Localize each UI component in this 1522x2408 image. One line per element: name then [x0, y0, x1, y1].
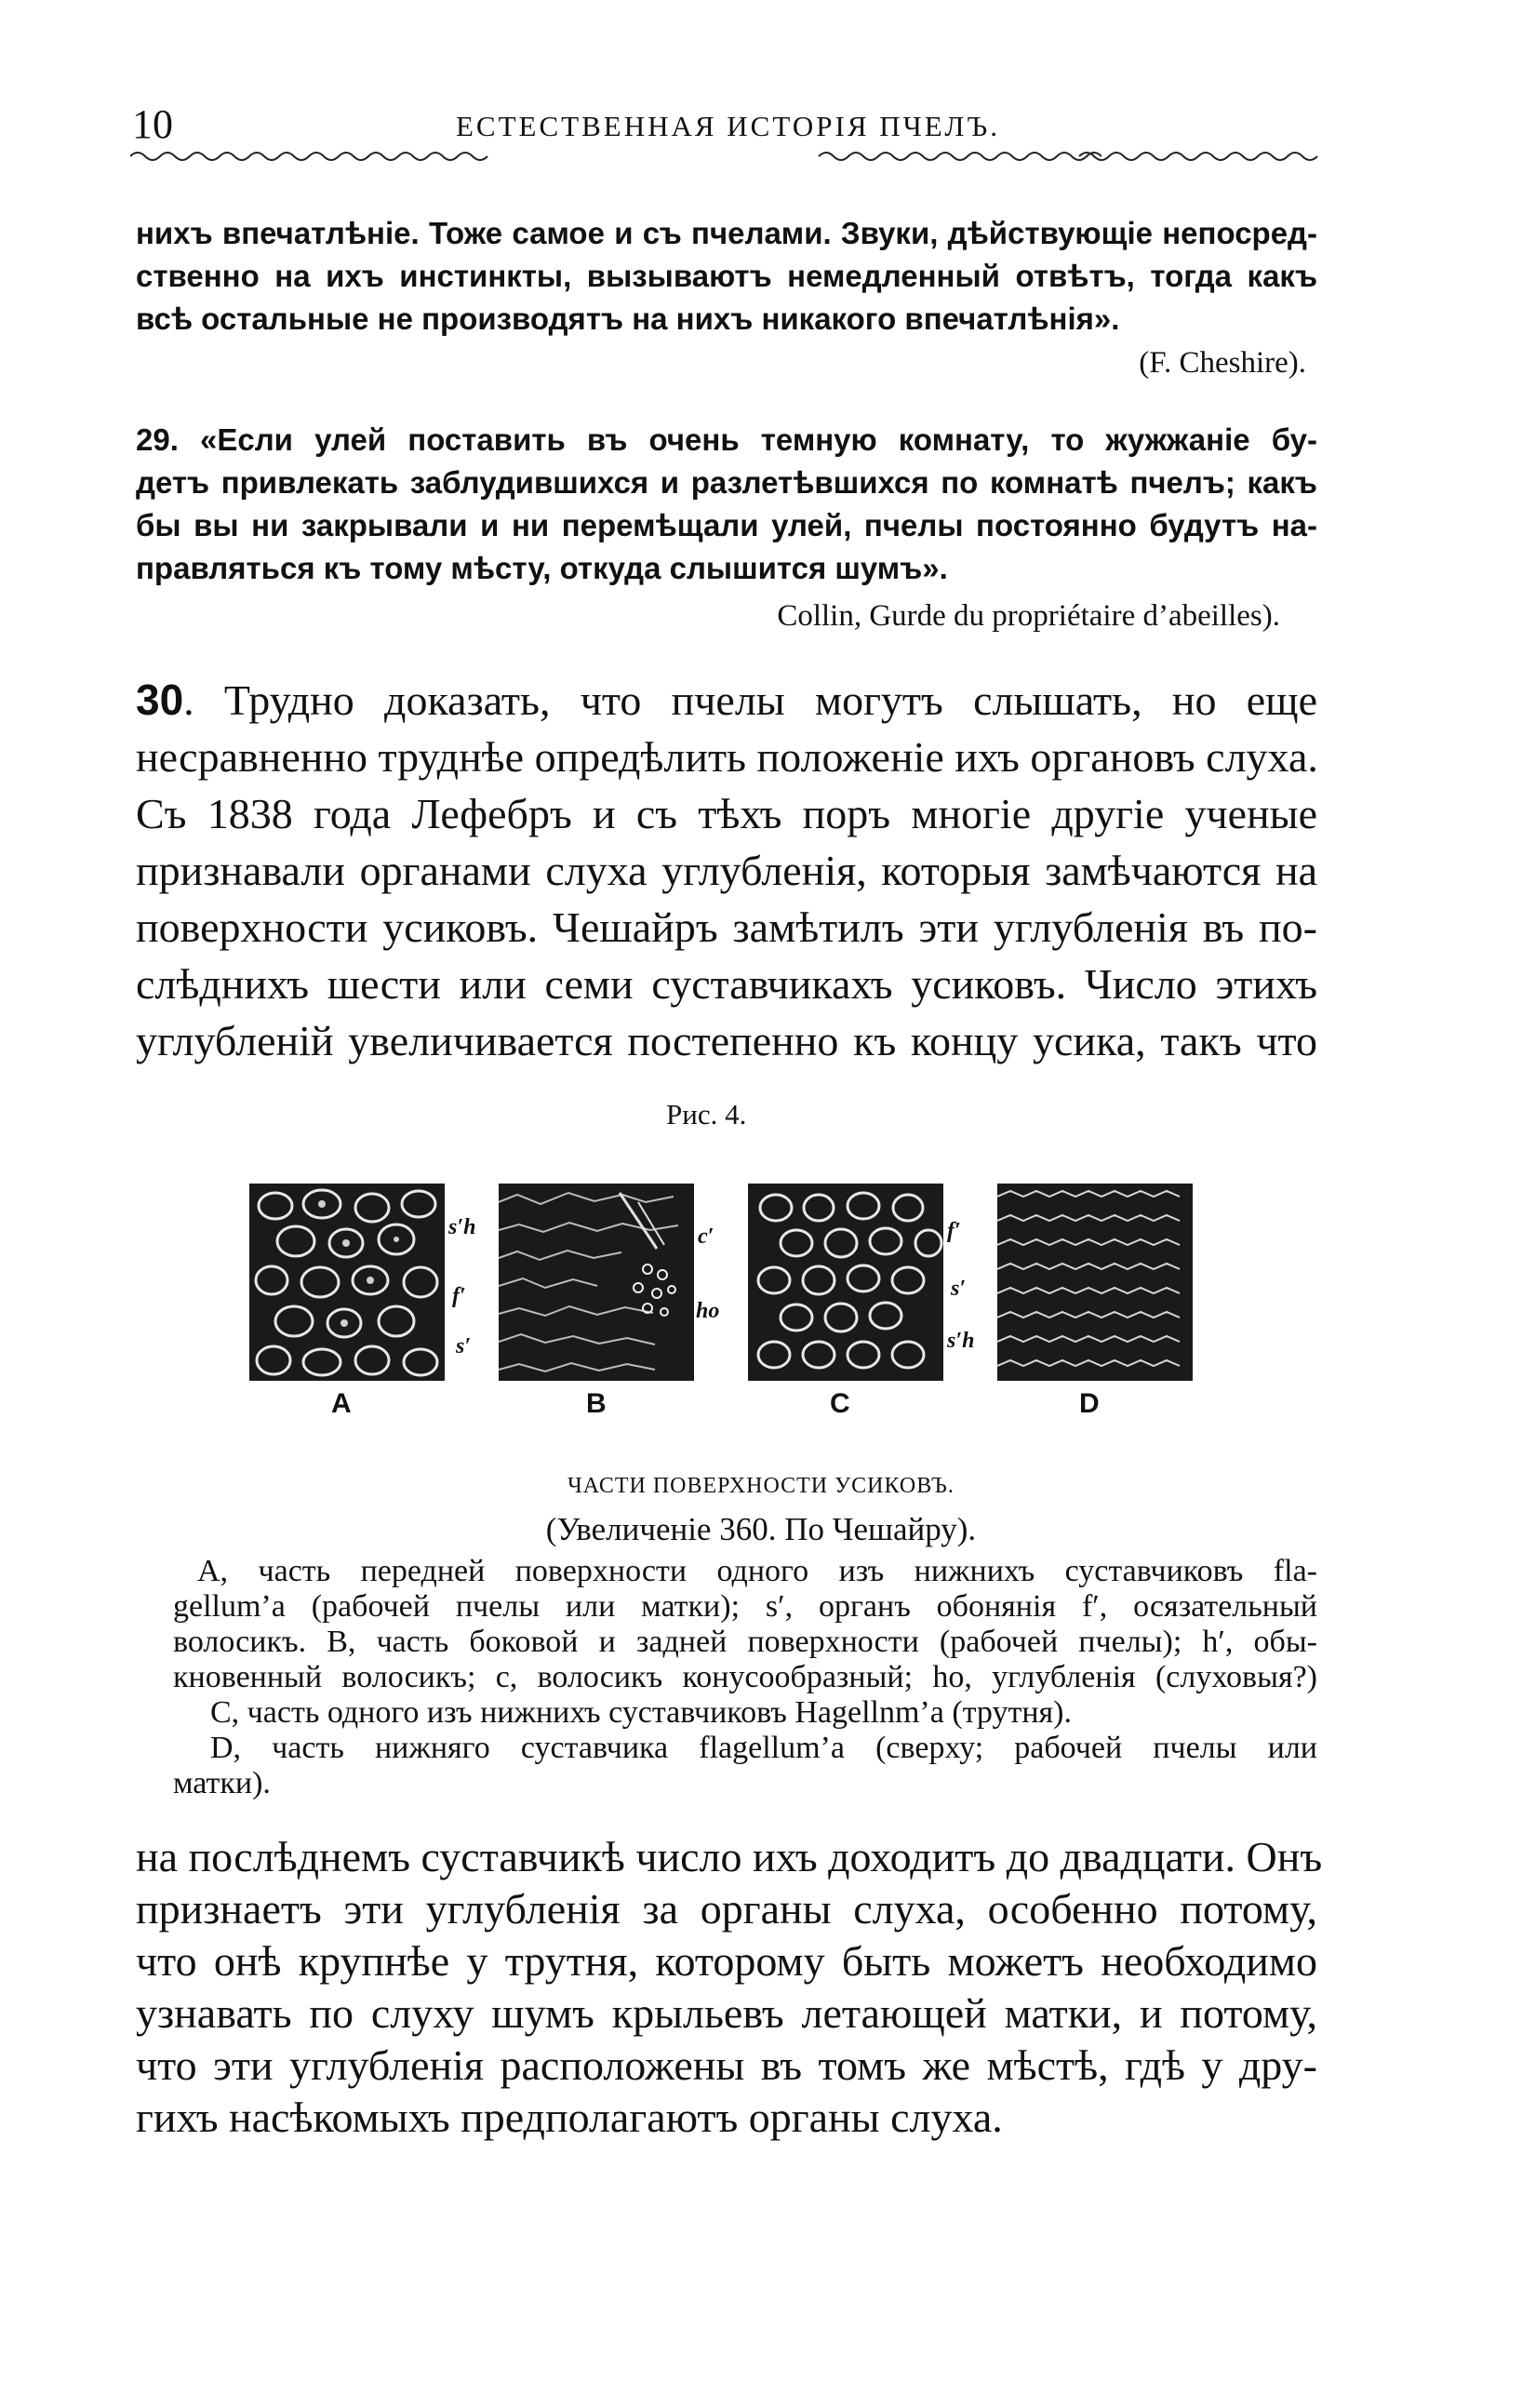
text-line: что эти углубленія расположены въ томъ же мѣстѣ, гдѣ у дру-	[136, 2041, 1317, 2089]
text-line	[136, 672, 1317, 729]
mark-b-2: ho	[696, 1299, 720, 1323]
text-line: правляться къ тому мѣсту, откуда слышится шумъ».	[136, 551, 948, 585]
text-line: Съ 1838 года Лефебръ и съ тѣхъ поръ многіе другіе ученые	[136, 790, 1317, 837]
text-line: поверхности усиковъ. Чешайръ замѣтилъ эти углубленія въ по-	[136, 903, 1317, 951]
panel-a-texture	[249, 1184, 445, 1381]
figure-label: Рис. 4.	[666, 1098, 747, 1130]
quote-cheshire	[136, 212, 1317, 341]
panel-letter-a: A	[331, 1388, 352, 1419]
mark-c-2: s′	[951, 1277, 967, 1301]
figure-panel-a	[249, 1184, 445, 1381]
text-line: узнавать по слуху шумъ крыльевъ летающей матки, и потому,	[136, 1989, 1317, 2037]
figure-panel-c	[748, 1184, 943, 1381]
panel-d-texture	[997, 1184, 1193, 1381]
panel-b-texture	[499, 1184, 694, 1381]
caption-line: C, часть одного изъ нижнихъ суставчиковъ Hagellnm’a (трутня).	[210, 1695, 1073, 1730]
text-line: углубленій увеличивается постепенно къ концу усика, такъ что	[136, 1017, 1317, 1064]
text-line: бы вы ни закрывали и ни перемѣщали улей, пчелы постоянно будутъ на-	[136, 508, 1317, 542]
caption-line: D, часть нижняго суставчика flagellum’a (сверху; рабочей пчелы или	[210, 1731, 1317, 1765]
section-30	[136, 672, 1317, 1069]
text-line: признаетъ эти углубленія за органы слуха, особенно потому,	[136, 1885, 1317, 1933]
closing-paragraph	[136, 1831, 1323, 2144]
text-line: детъ привлекать заблудившихся и разлетѣвшихся по комнатѣ пчелъ; какъ	[136, 465, 1317, 500]
text-line: что онѣ крупнѣе у трутня, которому быть можетъ необходимо	[136, 1937, 1317, 1985]
running-title: ЕСТЕСТВЕННАЯ ИСТОРІЯ ПЧЕЛЪ.	[456, 110, 1000, 142]
caption-line: волосикъ. B, часть боковой и задней поверхности (рабочей пчелы); h′, обы-	[173, 1625, 1317, 1659]
text-line: на послѣднемъ суставчикѣ число ихъ доходитъ до двадцати. Онъ	[136, 1833, 1323, 1880]
text-line-content: «Если улей поставить въ очень темную комнату, то жужжаніе бу-	[178, 422, 1317, 457]
attribution-collin: Collin, Gurde du propriétaire d’abeilles).	[777, 599, 1280, 633]
text-line: ственно на ихъ инстинкты, вызываютъ немедленный отвѣтъ, тогда какъ	[136, 259, 1317, 293]
text-line-content: . Трудно доказать, что пчелы могутъ слышать, но еще	[183, 676, 1317, 724]
panel-letter-b: B	[586, 1388, 607, 1419]
figure-caption-body	[173, 1554, 1317, 1801]
text-line: признавали органами слуха углубленія, которыя замѣчаются на	[136, 847, 1317, 894]
page-number: 10	[132, 101, 173, 147]
text-line	[136, 419, 1317, 462]
text-line: несравненно труднѣе опредѣлить положеніе ихъ органовъ слуха.	[136, 733, 1318, 781]
figure-caption-title: ЧАСТИ ПОВЕРХНОСТИ УСИКОВЪ.	[567, 1474, 955, 1498]
mark-a-3: s′	[456, 1334, 472, 1358]
panel-letter-c: C	[830, 1388, 850, 1419]
text-line: всѣ остальные не производятъ на нихъ никакого впечатлѣнія».	[136, 301, 1120, 336]
text-line: гихъ насѣкомыхъ предполагаютъ органы слуха.	[136, 2094, 1003, 2141]
section-number: 30	[136, 676, 184, 724]
caption-line: gellum’a (рабочей пчелы или матки); s′, органъ обонянія f′, осязательный	[173, 1589, 1317, 1624]
mark-c-1: f′	[947, 1219, 961, 1243]
figure-panel-d	[997, 1184, 1193, 1381]
section-29	[136, 419, 1317, 590]
mark-a-2: f′	[452, 1284, 466, 1308]
mark-c-3: s′h	[947, 1329, 975, 1353]
caption-line: матки).	[173, 1766, 271, 1800]
text-line: слѣднихъ шести или семи суставчикахъ усиковъ. Число этихъ	[136, 960, 1317, 1008]
mark-a-1: s′h	[448, 1215, 476, 1239]
figure-panel-b	[499, 1184, 694, 1381]
caption-line: кновенный волосикъ; c, волосикъ конусообразный; ho, углубленія (слуховыя?)	[173, 1660, 1317, 1694]
figure-caption-subtitle: (Увеличеніе 360. По Чешайру).	[545, 1511, 977, 1547]
header-ornament-rule	[130, 149, 1321, 164]
caption-line: A, часть передней поверхности одного изъ нижнихъ суставчиковъ fla-	[197, 1554, 1317, 1588]
mark-b-1: c′	[698, 1224, 714, 1249]
text-line: нихъ впечатлѣніе. Тоже самое и съ пчелами. Звуки, дѣйствующіе непосред-	[136, 216, 1317, 250]
section-number: 29.	[136, 422, 179, 457]
attribution-cheshire: (F. Cheshire).	[1139, 346, 1306, 380]
panel-letter-d: D	[1079, 1388, 1100, 1419]
panel-c-texture	[748, 1184, 943, 1381]
